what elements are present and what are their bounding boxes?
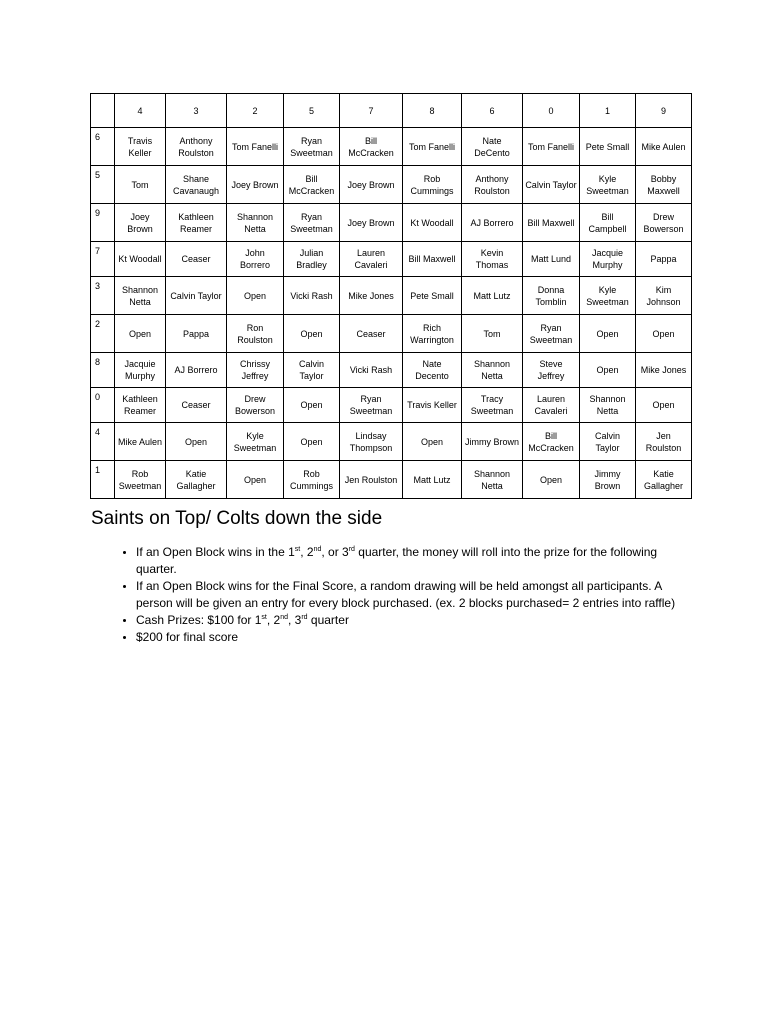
- grid-cell: Open: [523, 461, 580, 499]
- grid-cell: Julian Bradley: [284, 242, 340, 277]
- rule-cash-prizes: • Cash Prizes: $100 for 1st, 2nd, 3rd quarter: [136, 612, 696, 629]
- grid-cell: Travis Keller: [403, 388, 462, 423]
- grid-cell: Anthony Roulston: [462, 166, 523, 204]
- squares-grid: [90, 93, 692, 499]
- grid-cell: Matt Lutz: [462, 277, 523, 315]
- grid-cell: Mike Jones: [636, 353, 692, 388]
- column-header: 7: [340, 94, 403, 128]
- grid-cell: Lauren Cavaleri: [523, 388, 580, 423]
- grid-cell: Ceaser: [166, 242, 227, 277]
- row-header: 0: [91, 388, 115, 423]
- grid-cell: Shannon Netta: [462, 353, 523, 388]
- grid-row: [91, 388, 692, 423]
- row-header: 9: [91, 204, 115, 242]
- grid-cell: Mike Aulen: [636, 128, 692, 166]
- grid-cell: Jimmy Brown: [580, 461, 636, 499]
- grid-cell: Open: [284, 388, 340, 423]
- grid-cell: Vicki Rash: [284, 277, 340, 315]
- row-header: 4: [91, 423, 115, 461]
- grid-cell: Kt Woodall: [403, 204, 462, 242]
- grid-cell: Mike Aulen: [115, 423, 166, 461]
- grid-cell: Bill McCracken: [340, 128, 403, 166]
- grid-cell: Katie Gallagher: [166, 461, 227, 499]
- grid-cell: AJ Borrero: [166, 353, 227, 388]
- column-header: 5: [284, 94, 340, 128]
- grid-cell: Bill Maxwell: [403, 242, 462, 277]
- column-header: 2: [227, 94, 284, 128]
- grid-cell: Ryan Sweetman: [523, 315, 580, 353]
- grid-cell: Open: [636, 315, 692, 353]
- grid-cell: Calvin Taylor: [166, 277, 227, 315]
- column-header: 8: [403, 94, 462, 128]
- grid-cell: Kt Woodall: [115, 242, 166, 277]
- grid-cell: Open: [636, 388, 692, 423]
- grid-cell: Pappa: [166, 315, 227, 353]
- grid-cell: Mike Jones: [340, 277, 403, 315]
- grid-cell: Bobby Maxwell: [636, 166, 692, 204]
- column-header: 4: [115, 94, 166, 128]
- column-header: 6: [462, 94, 523, 128]
- grid-cell: Ceaser: [340, 315, 403, 353]
- grid-cell: Jacquie Murphy: [115, 353, 166, 388]
- grid-cell: Chrissy Jeffrey: [227, 353, 284, 388]
- header-row: [91, 94, 692, 128]
- grid-cell: Ron Roulston: [227, 315, 284, 353]
- grid-cell: Steve Jeffrey: [523, 353, 580, 388]
- grid-row: [91, 204, 692, 242]
- grid-cell: Rich Warrington: [403, 315, 462, 353]
- grid-cell: Calvin Taylor: [580, 423, 636, 461]
- grid-cell: Donna Tomblin: [523, 277, 580, 315]
- grid-cell: Jen Roulston: [636, 423, 692, 461]
- rules-list: [108, 544, 696, 646]
- grid-row: [91, 461, 692, 499]
- row-header: 3: [91, 277, 115, 315]
- grid-row: [91, 277, 692, 315]
- grid-cell: Pappa: [636, 242, 692, 277]
- grid-cell: Open: [403, 423, 462, 461]
- rule-open-block-final: • If an Open Block wins for the Final Score, a random drawing will be held amongst all participants. A person will be given an entry for every block purchased. (ex. 2 blocks purchased= 2 entries into raffle): [136, 578, 696, 612]
- grid-cell: Rob Cummings: [403, 166, 462, 204]
- grid-cell: Bill Campbell: [580, 204, 636, 242]
- grid-row: [91, 423, 692, 461]
- grid-cell: Bill Maxwell: [523, 204, 580, 242]
- grid-row: [91, 315, 692, 353]
- row-header: 8: [91, 353, 115, 388]
- grid-cell: Kyle Sweetman: [580, 166, 636, 204]
- grid-cell: John Borrero: [227, 242, 284, 277]
- grid-cell: Shannon Netta: [462, 461, 523, 499]
- rule-open-block-quarter: • If an Open Block wins in the 1st, 2nd, or 3rd quarter, the money will roll into the prize for the following quarter.: [136, 544, 696, 578]
- grid-cell: Bill McCracken: [523, 423, 580, 461]
- grid-cell: Matt Lutz: [403, 461, 462, 499]
- row-header: 1: [91, 461, 115, 499]
- grid-cell: Joey Brown: [340, 204, 403, 242]
- grid-cell: Nate DeCento: [462, 128, 523, 166]
- grid-cell: Shannon Netta: [580, 388, 636, 423]
- grid-row: [91, 166, 692, 204]
- grid-cell: Tom: [115, 166, 166, 204]
- column-header: 1: [580, 94, 636, 128]
- grid-cell: Nate Decento: [403, 353, 462, 388]
- grid-cell: Shannon Netta: [115, 277, 166, 315]
- grid-cell: Drew Bowerson: [636, 204, 692, 242]
- grid-cell: Open: [227, 461, 284, 499]
- grid-cell: Rob Cummings: [284, 461, 340, 499]
- grid-cell: Ryan Sweetman: [340, 388, 403, 423]
- grid-row: [91, 128, 692, 166]
- grid-cell: Travis Keller: [115, 128, 166, 166]
- grid-cell: Open: [580, 353, 636, 388]
- grid-cell: Joey Brown: [227, 166, 284, 204]
- grid-cell: Shane Cavanaugh: [166, 166, 227, 204]
- grid-cell: Vicki Rash: [340, 353, 403, 388]
- row-header: 7: [91, 242, 115, 277]
- column-header: 0: [523, 94, 580, 128]
- grid-cell: Ceaser: [166, 388, 227, 423]
- grid-cell: Jen Roulston: [340, 461, 403, 499]
- grid-cell: Anthony Roulston: [166, 128, 227, 166]
- grid-cell: Lauren Cavaleri: [340, 242, 403, 277]
- grid-cell: Bill McCracken: [284, 166, 340, 204]
- grid-cell: Ryan Sweetman: [284, 204, 340, 242]
- corner-cell: [91, 94, 115, 128]
- grid-cell: Tom Fanelli: [227, 128, 284, 166]
- grid-cell: Joey Brown: [340, 166, 403, 204]
- grid-cell: Tom Fanelli: [403, 128, 462, 166]
- grid-cell: Shannon Netta: [227, 204, 284, 242]
- grid-cell: Jimmy Brown: [462, 423, 523, 461]
- column-header: 3: [166, 94, 227, 128]
- column-header: 9: [636, 94, 692, 128]
- grid-cell: Open: [227, 277, 284, 315]
- grid-row: [91, 242, 692, 277]
- grid-cell: Pete Small: [580, 128, 636, 166]
- grid-cell: Open: [284, 423, 340, 461]
- grid-cell: Tom: [462, 315, 523, 353]
- grid-cell: Katie Gallagher: [636, 461, 692, 499]
- grid-cell: Jacquie Murphy: [580, 242, 636, 277]
- grid-cell: Calvin Taylor: [523, 166, 580, 204]
- grid-cell: Drew Bowerson: [227, 388, 284, 423]
- row-header: 2: [91, 315, 115, 353]
- row-header: 6: [91, 128, 115, 166]
- grid-cell: Open: [115, 315, 166, 353]
- grid-cell: Kathleen Reamer: [115, 388, 166, 423]
- grid-cell: Tracy Sweetman: [462, 388, 523, 423]
- row-header: 5: [91, 166, 115, 204]
- grid-cell: Kyle Sweetman: [580, 277, 636, 315]
- grid-cell: Rob Sweetman: [115, 461, 166, 499]
- grid-cell: AJ Borrero: [462, 204, 523, 242]
- grid-cell: Open: [166, 423, 227, 461]
- grid-cell: Tom Fanelli: [523, 128, 580, 166]
- grid-cell: Kyle Sweetman: [227, 423, 284, 461]
- grid-cell: Kathleen Reamer: [166, 204, 227, 242]
- grid-cell: Ryan Sweetman: [284, 128, 340, 166]
- grid-cell: Pete Small: [403, 277, 462, 315]
- grid-caption: Saints on Top/ Colts down the side: [91, 508, 383, 529]
- grid-cell: Calvin Taylor: [284, 353, 340, 388]
- rule-final-prize: • $200 for final score: [136, 629, 696, 646]
- grid-cell: Matt Lund: [523, 242, 580, 277]
- grid-cell: Kevin Thomas: [462, 242, 523, 277]
- grid-row: [91, 353, 692, 388]
- grid-cell: Kim Johnson: [636, 277, 692, 315]
- grid-cell: Joey Brown: [115, 204, 166, 242]
- grid-cell: Open: [284, 315, 340, 353]
- grid-cell: Open: [580, 315, 636, 353]
- grid-cell: Lindsay Thompson: [340, 423, 403, 461]
